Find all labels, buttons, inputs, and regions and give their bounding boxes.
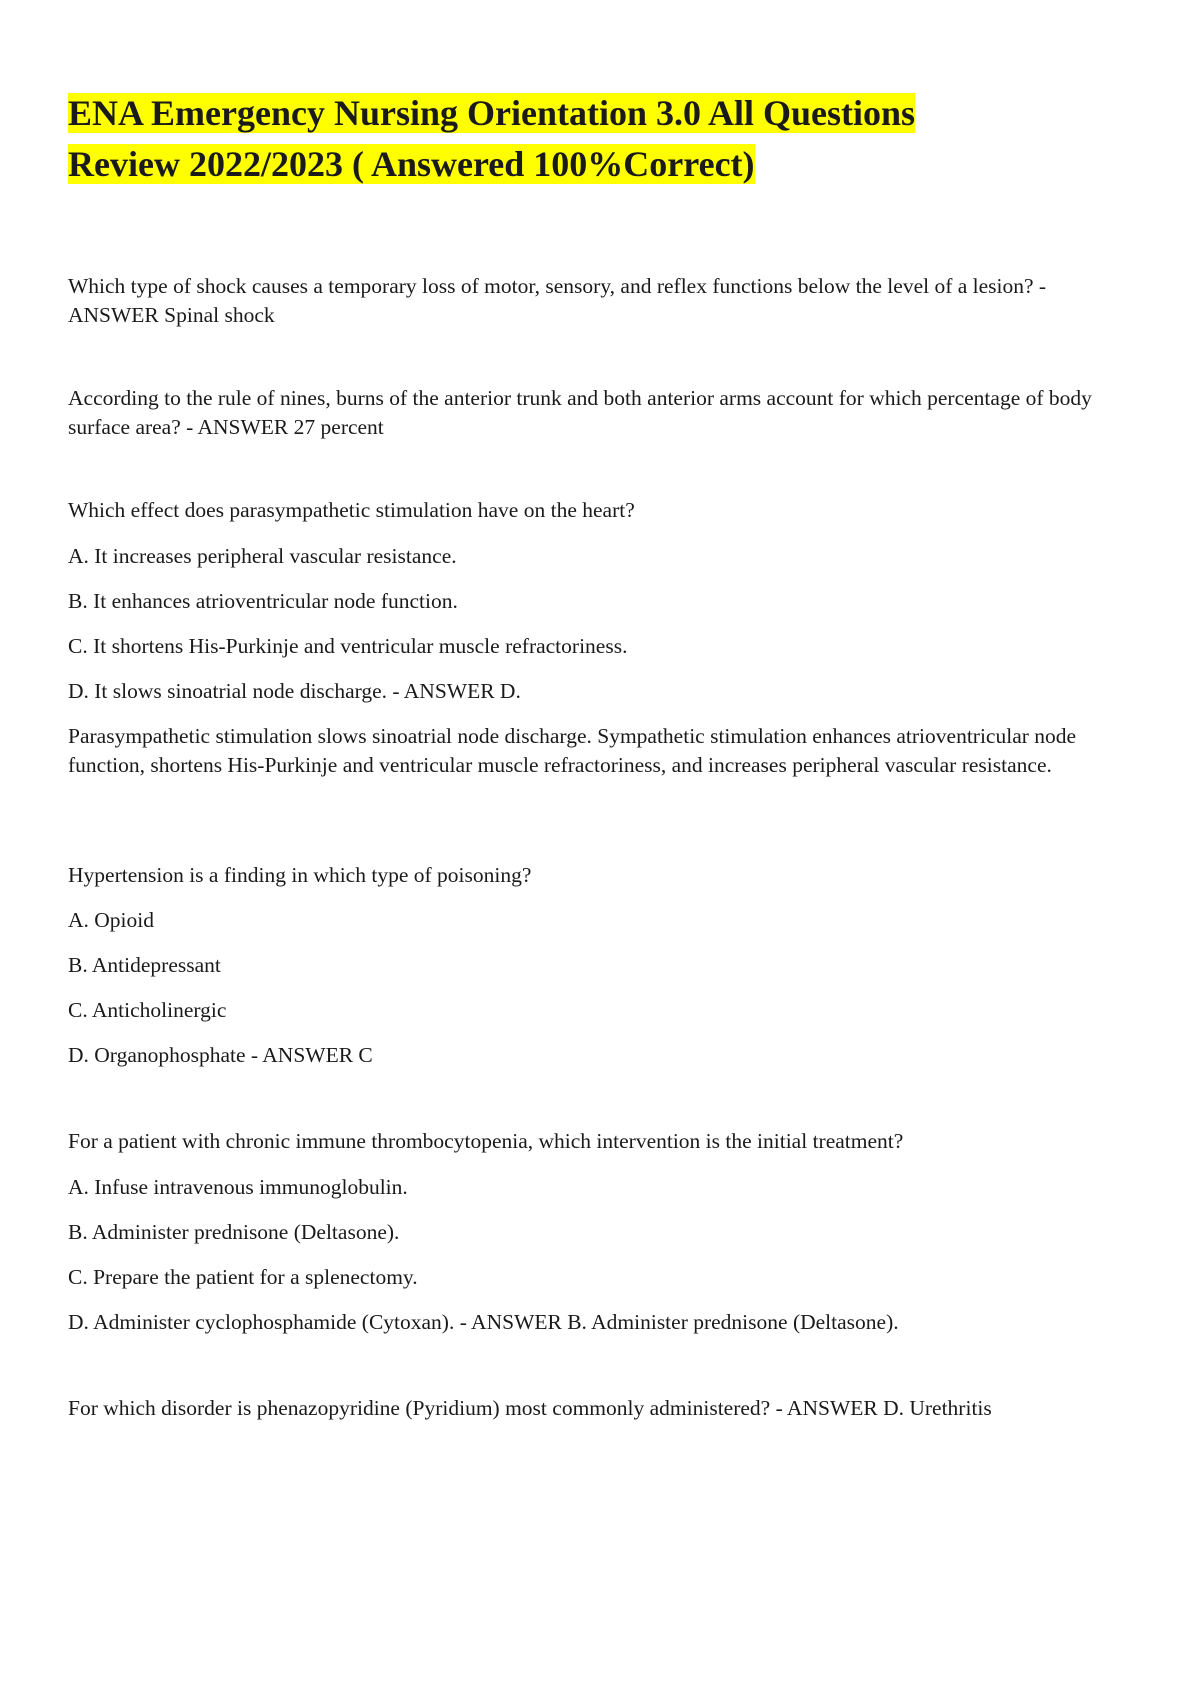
option-d: D. Administer cyclophosphamide (Cytoxan). - ANSWER B. Administer prednisone (Deltasone). [68,1310,899,1334]
option-c: C. Anticholinergic [68,998,227,1022]
question-text: Hypertension is a finding in which type of poisoning? [68,863,532,887]
question-2 [68,384,1128,441]
document-title [68,88,1068,190]
option-a: A. It increases peripheral vascular resistance. [68,544,457,568]
answer-explanation: Parasympathetic stimulation slows sinoatrial node discharge. Sympathetic stimulation enhances atrioventricular node function, shortens His-Purkinje and ventricular muscle refractoriness, and increases peripheral vascular resistance. [68,724,1077,777]
question-text: For a patient with chronic immune thrombocytopenia, which intervention is the initial treatment? [68,1129,904,1153]
question-5 [68,1127,1128,1156]
option-b: B. It enhances atrioventricular node function. [68,589,458,613]
option-d: D. It slows sinoatrial node discharge. - ANSWER D. [68,679,521,703]
question-text: Which effect does parasympathetic stimulation have on the heart? [68,498,635,522]
question-text: Which type of shock causes a temporary loss of motor, sensory, and reflex functions below the level of a lesion? - ANSWER Spinal shock [68,274,1047,327]
option-d: D. Organophosphate - ANSWER C [68,1043,373,1067]
question-text: For which disorder is phenazopyridine (Pyridium) most commonly administered? - ANSWER D. Urethritis [68,1396,992,1420]
option-a: A. Infuse intravenous immunoglobulin. [68,1175,408,1199]
option-c: C. It shortens His-Purkinje and ventricular muscle refractoriness. [68,634,628,658]
option-c: C. Prepare the patient for a splenectomy. [68,1265,418,1289]
question-1 [68,272,1128,329]
option-b: B. Antidepressant [68,953,221,977]
question-3 [68,496,1128,525]
question-6 [68,1394,1128,1423]
question-4 [68,861,1128,890]
question-text: According to the rule of nines, burns of the anterior trunk and both anterior arms account for which percentage of body surface area? - ANSWER 27 percent [68,386,1092,439]
title-line-1: ENA Emergency Nursing Orientation 3.0 All Questions [68,93,916,133]
option-b: B. Administer prednisone (Deltasone). [68,1220,400,1244]
option-a: A. Opioid [68,908,154,932]
title-line-2: Review 2022/2023 ( Answered 100%Correct) [68,144,755,184]
